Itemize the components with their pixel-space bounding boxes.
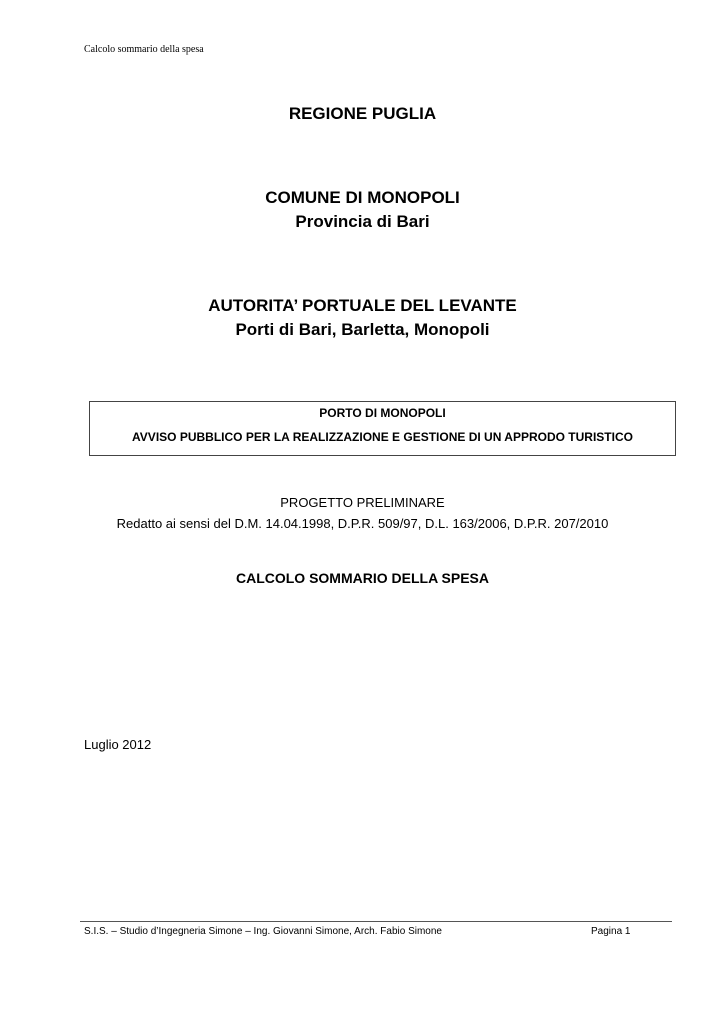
project-type: PROGETTO PRELIMINARE: [280, 495, 445, 510]
project-normative: Redatto ai sensi del D.M. 14.04.1998, D.P.R. 509/97, D.L. 163/2006, D.P.R. 207/2010: [116, 516, 609, 531]
porti-list: Porti di Bari, Barletta, Monopoli: [235, 320, 490, 339]
document-title: CALCOLO SOMMARIO DELLA SPESA: [235, 570, 490, 586]
box-port-name: PORTO DI MONOPOLI: [319, 406, 446, 420]
subject-box: [89, 401, 676, 456]
footer-divider: [80, 921, 672, 922]
provincia-name: Provincia di Bari: [295, 212, 430, 231]
box-notice-title: AVVISO PUBBLICO PER LA REALIZZAZIONE E GESTIONE DI UN APPRODO TURISTICO: [132, 430, 633, 444]
comune-name: COMUNE DI MONOPOLI: [265, 188, 460, 207]
footer-author: S.I.S. – Studio d’Ingegneria Simone – Ing. Giovanni Simone, Arch. Fabio Simone: [84, 926, 442, 937]
region-name: REGIONE PUGLIA: [288, 104, 437, 123]
autorita-block: [0, 294, 725, 342]
region-title: [0, 102, 725, 126]
running-header: Calcolo sommario della spesa: [84, 44, 204, 55]
footer-page-number: Pagina 1: [591, 926, 631, 937]
document-date: Luglio 2012: [84, 737, 152, 752]
autorita-name: AUTORITA’ PORTUALE DEL LEVANTE: [208, 296, 517, 315]
comune-block: [0, 186, 725, 234]
project-block: [0, 492, 725, 534]
